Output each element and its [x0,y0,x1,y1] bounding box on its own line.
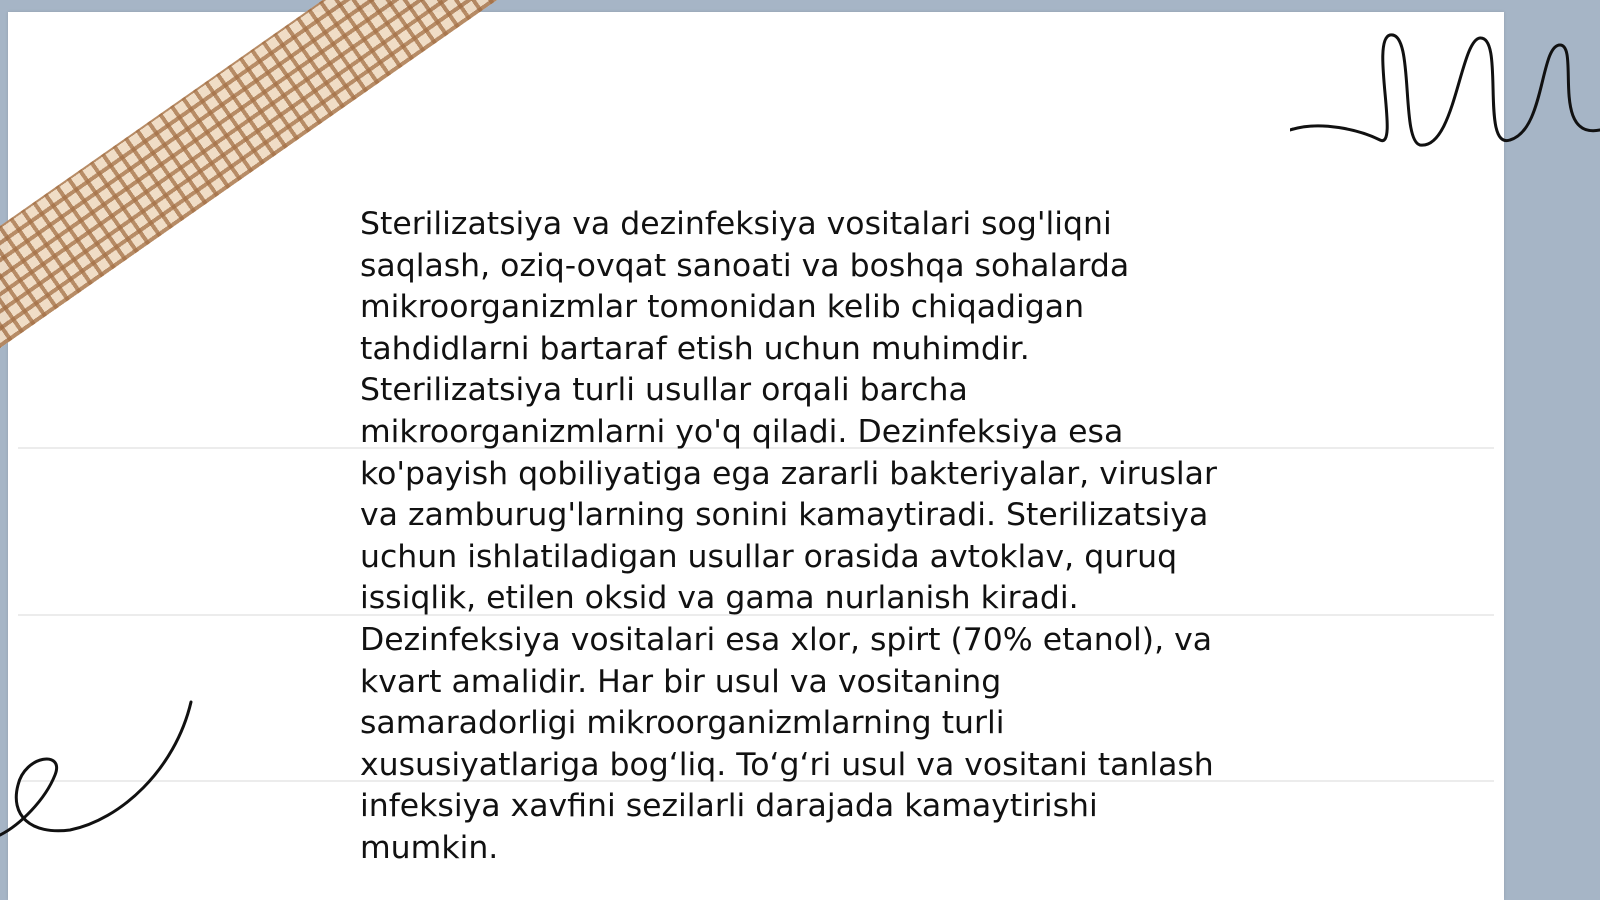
slide-body-text: Sterilizatsiya va dezinfeksiya vositalari sog'liqni saqlash, oziq-ovqat sanoati va boshqa sohalarda mikroorganizmlar tomonidan kelib chiqadigan tahdidlarni bartaraf etish uchun muhimdir. Sterilizatsiya turli usullar orqali barcha mikroorganizmlarni yo'q qiladi. Dezinfeksiya esa ko'payish qobiliyatiga ega zararli bakteriyalar, viruslar va zamburug'larning sonini kamaytiradi. Sterilizatsiya uchun ishlatiladigan usullar orasida avtoklav, quruq issiqlik, etilen oksid va gama nurlanish kiradi. Dezinfeksiya vositalari esa xlor, spirt (70% etanol), va kvart amalidir. Har bir usul va vositaning samaradorligi mikroorganizmlarning turli xususiyatlariga bog‘liq. To‘g‘ri usul va vositani tanlash infeksiya xavfini sezilarli darajada kamaytirishi mumkin. [360,206,1217,866]
loop-scribble-icon [0,700,200,850]
loop-scribble-icon [1290,30,1600,165]
